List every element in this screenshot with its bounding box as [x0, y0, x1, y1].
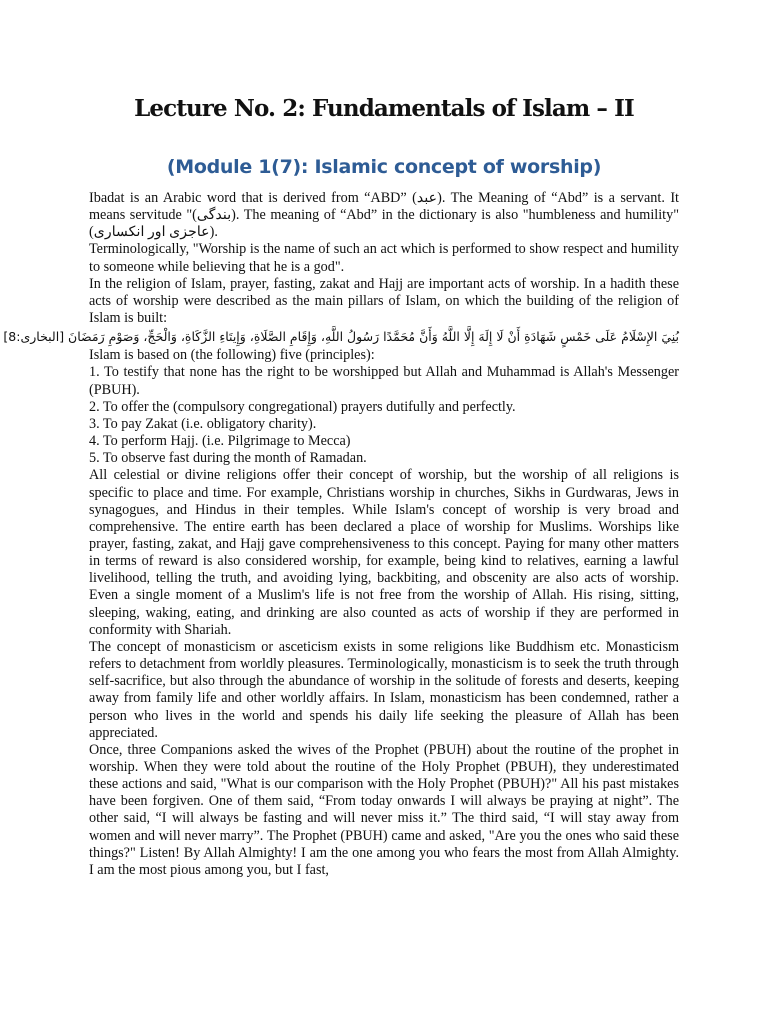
principle-item-1: 1. To testify that none has the right to be worshipped but Allah and Muhammad is Allah's Messenger (PBUH). — [89, 364, 679, 398]
paragraph-ibadat-definition: Ibadat is an Arabic word that is derived from “ABD” (عبد). The Meaning of “Abd” is a servant. It means servitude "(بندگی). The meaning of “Abd” in the dictionary is also "humbleness and humility"(عاجزی اور انکساری). — [89, 190, 679, 241]
paragraph-terminology: Terminologically, "Worship is the name of such an act which is performed to show respect and humility to someone while believing that he is a god". — [89, 241, 679, 275]
principle-item-4: 4. To perform Hajj. (i.e. Pilgrimage to Mecca) — [89, 433, 351, 450]
paragraph-pillars: In the religion of Islam, prayer, fasting, zakat and Hajj are important acts of worship. In a hadith these acts of worship were described as the main pillars of Islam, on which the building of the religion of Islam is built: — [89, 275, 679, 327]
principle-item-3: 3. To pay Zakat (i.e. obligatory charity). — [89, 415, 317, 432]
module-subtitle: (Module 1(7): Islamic concept of worship) — [166, 156, 602, 178]
paragraph-three-companions: Once, three Companions asked the wives of the Prophet (PBUH) about the routine of the prophet in worship. When they were told about the routine of the Holy Prophet (PBUH), they underestimated these actions and said, "What is our comparison with the Holy Prophet (PBUH)?" All his past mistakes have been forgiven. One of them said, “From today onwards I will always be praying at night”. The other said, “I will always be fasting and will never miss it.” The third said, “I will stay away from women and will never marry”. The Prophet (PBUH) came and asked, "Are you the ones who said these things?" Listen! By Allah Almighty! I am the one among you who fears the most from Allah Almighty. I am the most pious among you, but I fast, — [89, 741, 679, 878]
principle-item-2: 2. To offer the (compulsory congregational) prayers dutifully and perfectly. — [89, 398, 516, 415]
paragraph-broad-concept: All celestial or divine religions offer their concept of worship, but the worship of all religions is specific to place and time. For example, Christians worship in churches, Sikhs in Gurdwaras, Jews in synagogues, and Hindus in their temples. While Islam's concept of worship is very broad and comprehensive. The entire earth has been declared a place of worship for Muslims. Worships like prayer, fasting, zakat, and Hajj gave comprehensiveness to this concept. Paying for many other matters in terms of reward is also considered worship, for example, being kind to relatives, earning a lawful livelihood, telling the truth, and avoiding lying, backbiting, and obscenity are also acts of worship. Even a single moment of a Muslim's life is not free from the worship of Allah. His rising, sitting, sleeping, waking, eating, and drinking are also counted as acts of worship if they are performed in conformity with Shariah. — [89, 467, 679, 638]
hadith-arabic-quote: بُنِيَ الإِسْلَامُ عَلَى خَمْسٍ شَهَادَةِ أَنْ لَا إِلَهَ إِلَّا اللَّهُ وَأَنَّ مُحَمَّدًا رَسُولُ اللَّهِ، وَإِقَامِ الصَّلَاةِ، وَإِيتَاءِ الزَّكَاةِ، وَالْحَجِّ، وَصَوْمِ رَمَضَانَ [البخاری:8] — [3, 329, 679, 345]
principle-item-5: 5. To observe fast during the month of Ramadan. — [89, 450, 367, 467]
principles-intro: Islam is based on (the following) five (principles): — [89, 347, 375, 364]
document-body — [3, 190, 679, 879]
page-title: Lecture No. 2: Fundamentals of Islam – II — [134, 95, 634, 122]
paragraph-monasticism: The concept of monasticism or asceticism exists in some religions like Buddhism etc. Monasticism refers to detachment from worldly pleasures. Terminologically, monasticism is to seek the truth through self-sacrifice, but also through the abundance of worship in the solitude of forests and deserts, keeping away from family life and other worldly affairs. In Islam, monasticism has been condemned, rather a person who lives in the world and spends his daily life seeking the pleasure of Allah has been appreciated. — [89, 638, 679, 741]
